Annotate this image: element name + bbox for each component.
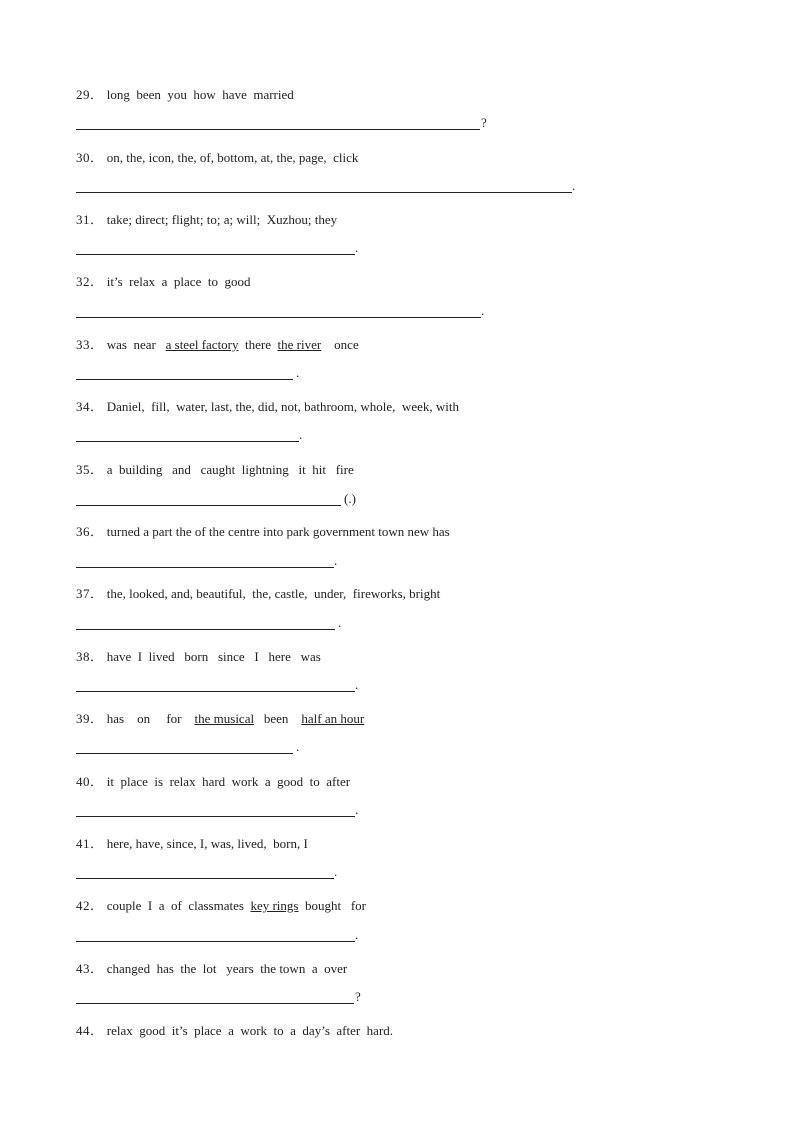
question-31-prompt	[76, 209, 337, 228]
answer-line-40[interactable]	[76, 800, 355, 817]
word-bank: bought for	[298, 898, 367, 913]
question-number: 33．	[76, 337, 104, 352]
answer-line-29[interactable]	[76, 113, 480, 130]
end-punctuation: .	[338, 615, 342, 630]
word-bank: been	[254, 711, 302, 726]
word-bank: has on for	[106, 711, 195, 726]
end-punctuation: .	[572, 178, 576, 193]
word-bank: long been you how have married	[106, 87, 294, 102]
word-bank: couple I a of classmates	[106, 898, 251, 913]
answer-line-37[interactable]	[76, 613, 335, 630]
question-number: 36．	[76, 524, 104, 539]
underlined-phrase: key rings	[250, 898, 299, 913]
answer-line-41[interactable]	[76, 862, 334, 879]
word-bank: the, looked, and, beautiful, the, castle, under, fireworks, bright	[106, 586, 441, 601]
word-bank: take; direct; flight; to; a; will; Xuzhou; they	[106, 212, 338, 227]
word-bank: on, the, icon, the, of, bottom, at, the, page, click	[106, 150, 359, 165]
question-number: 31．	[76, 212, 104, 227]
word-bank: once	[321, 337, 359, 352]
answer-line-35[interactable]	[76, 489, 341, 506]
answer-line-38[interactable]	[76, 675, 355, 692]
end-punctuation: (.)	[344, 491, 356, 506]
question-35-prompt	[76, 459, 354, 478]
word-bank: turned a part the of the centre into park government town new has	[106, 524, 450, 539]
word-bank: it place is relax hard work a good to after	[106, 774, 351, 789]
question-34-prompt	[76, 396, 459, 415]
question-36-prompt	[76, 521, 450, 540]
question-29-prompt	[76, 84, 294, 103]
end-punctuation: .	[355, 677, 359, 692]
answer-line-36[interactable]	[76, 551, 334, 568]
answer-line-39[interactable]	[76, 737, 293, 754]
question-number: 42．	[76, 898, 104, 913]
end-punctuation: .	[296, 365, 300, 380]
word-bank: it’s relax a place to good	[106, 274, 251, 289]
end-punctuation: .	[334, 864, 338, 879]
question-37-prompt	[76, 583, 440, 602]
end-punctuation: .	[355, 802, 359, 817]
question-33-prompt	[76, 334, 359, 353]
question-40-prompt	[76, 771, 350, 790]
end-punctuation: .	[299, 427, 303, 442]
question-number: 39．	[76, 711, 104, 726]
question-30-prompt	[76, 147, 358, 166]
question-number: 30．	[76, 150, 104, 165]
question-number: 34．	[76, 399, 104, 414]
end-punctuation: .	[481, 303, 485, 318]
answer-line-33[interactable]	[76, 363, 293, 380]
answer-line-34[interactable]	[76, 425, 299, 442]
word-bank: changed has the lot years the town a over	[106, 961, 348, 976]
answer-line-42[interactable]	[76, 925, 355, 942]
end-punctuation: .	[296, 739, 300, 754]
word-bank: have I lived born since I here was	[106, 649, 321, 664]
end-punctuation: .	[355, 927, 359, 942]
word-bank: was near	[106, 337, 166, 352]
underlined-phrase: the river	[277, 337, 322, 352]
answer-line-31[interactable]	[76, 238, 355, 255]
end-punctuation: .	[334, 553, 338, 568]
underlined-phrase: half an hour	[301, 711, 365, 726]
underlined-phrase: the musical	[194, 711, 255, 726]
question-number: 37．	[76, 586, 104, 601]
word-bank: Daniel, fill, water, last, the, did, not, bathroom, whole, week, with	[106, 399, 459, 414]
question-number: 32．	[76, 274, 104, 289]
question-number: 41．	[76, 836, 104, 851]
end-punctuation: ?	[481, 115, 487, 130]
end-punctuation: ?	[355, 989, 361, 1004]
word-bank: relax good it’s place a work to a day’s after hard.	[106, 1023, 394, 1038]
answer-line-43[interactable]	[76, 987, 354, 1004]
question-44-prompt	[76, 1020, 393, 1039]
answer-line-32[interactable]	[76, 301, 481, 318]
question-number: 38．	[76, 649, 104, 664]
word-bank: here, have, since, I, was, lived, born, I	[106, 836, 308, 851]
question-38-prompt	[76, 646, 321, 665]
question-43-prompt	[76, 958, 347, 977]
question-42-prompt	[76, 895, 366, 914]
underlined-phrase: a steel factory	[165, 337, 239, 352]
word-bank: a building and caught lightning it hit fire	[106, 462, 354, 477]
word-bank: there	[238, 337, 278, 352]
question-number: 29．	[76, 87, 104, 102]
question-39-prompt	[76, 708, 364, 727]
answer-line-30[interactable]	[76, 176, 572, 193]
question-number: 40．	[76, 774, 104, 789]
question-number: 35．	[76, 462, 104, 477]
end-punctuation: .	[355, 240, 359, 255]
question-number: 44．	[76, 1023, 104, 1038]
question-number: 43．	[76, 961, 104, 976]
question-41-prompt	[76, 833, 308, 852]
question-32-prompt	[76, 271, 250, 290]
